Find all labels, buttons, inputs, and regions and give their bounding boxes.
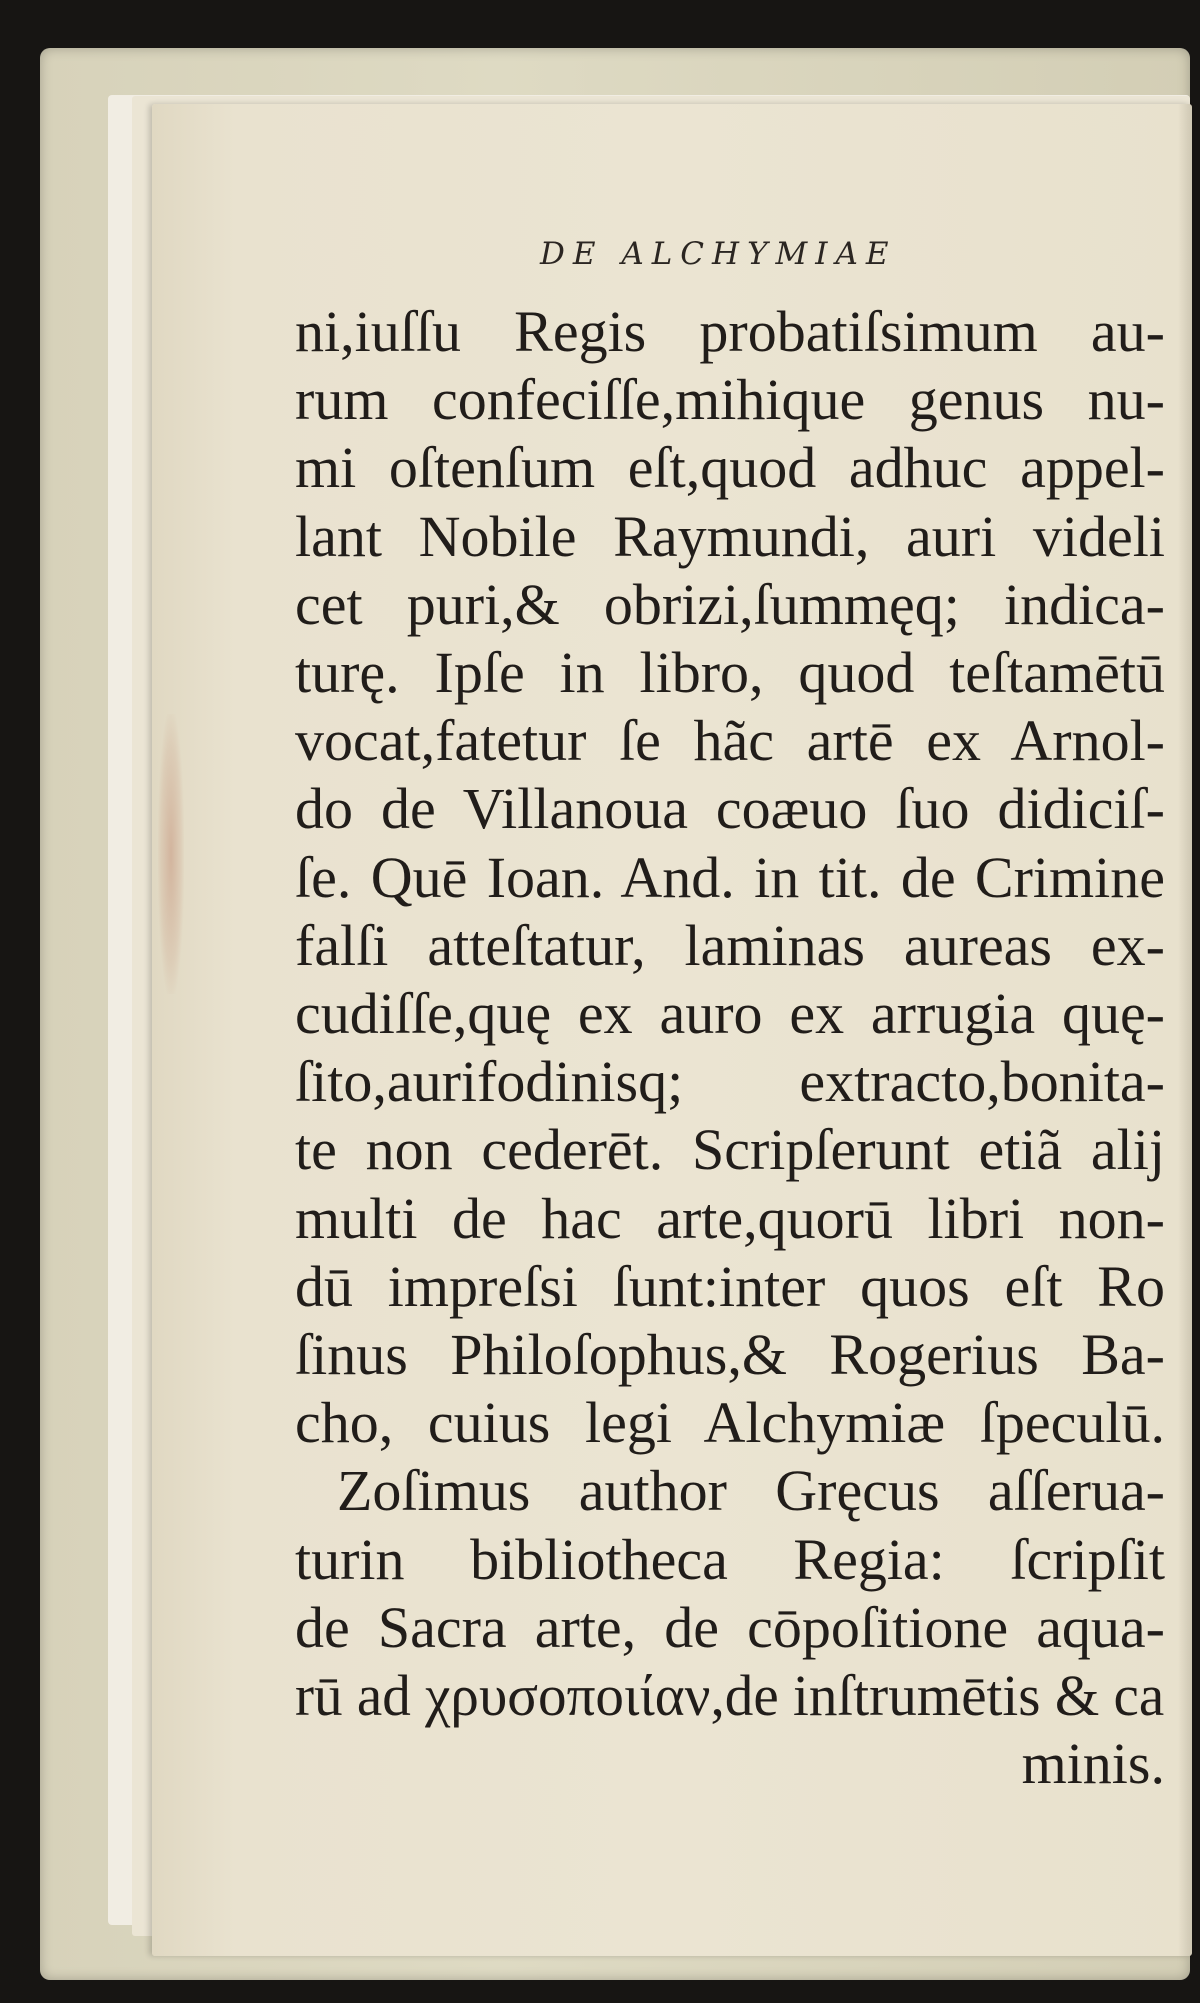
text-line: cet puri,& obrizi,ſummęq; indica- [295,571,1165,637]
page-edge-shadow [1178,104,1192,1956]
text-line: do de Villanoua coæuo ſuo didiciſ- [295,776,1165,842]
text-line: ſito,aurifodinisq; extracto,bonita- [295,1049,1165,1115]
text-line: ſinus Philoſophus,& Rogerius Ba- [295,1322,1165,1388]
text-line: cho, cuius legi Alchymiæ ſpeculū. [295,1390,1165,1456]
text-line: te non cederēt. Scripſerunt etiã alij [295,1117,1165,1183]
text-line: vocat,fatetur ſe hãc artē ex Arnol- [295,708,1165,774]
text-line: rum confeciſſe,mihique genus nu- [295,367,1165,433]
running-head: DE ALCHYMIAE [540,236,897,272]
text-line: ſe. Quē Ioan. And. in tit. de Crimine [295,844,1165,910]
text-line: dū impreſsi ſunt:inter quos eſt Ro [295,1253,1165,1319]
text-line: lant Nobile Raymundi, auri videli [295,503,1165,569]
body-text [295,298,1165,1798]
text-line: falſi atteſtatur, laminas aureas ex- [295,912,1165,978]
text-line: multi de hac arte,quorū libri non- [295,1185,1165,1251]
text-line: de Sacra arte, de cōpoſitione aqua- [295,1594,1165,1660]
text-line: turin bibliotheca Regia: ſcripſit [295,1526,1165,1592]
text-line: minis. [1021,1731,1165,1797]
foxing-stain [158,714,184,994]
text-line: turę. Ipſe in libro, quod teſtamētū [295,640,1165,706]
text-line: ni,iuſſu Regis probatiſsimum au- [295,299,1165,364]
text-line: mi oſtenſum eſt,quod adhuc appel- [295,435,1165,501]
text-line: rū ad χρυσοποιίαν,de inſtrumētis & ca [295,1663,1165,1729]
text-line: Zoſimus author Gręcus aſſerua- [337,1458,1165,1524]
text-line: cudiſſe,quę ex auro ex arrugia quę- [295,981,1165,1047]
